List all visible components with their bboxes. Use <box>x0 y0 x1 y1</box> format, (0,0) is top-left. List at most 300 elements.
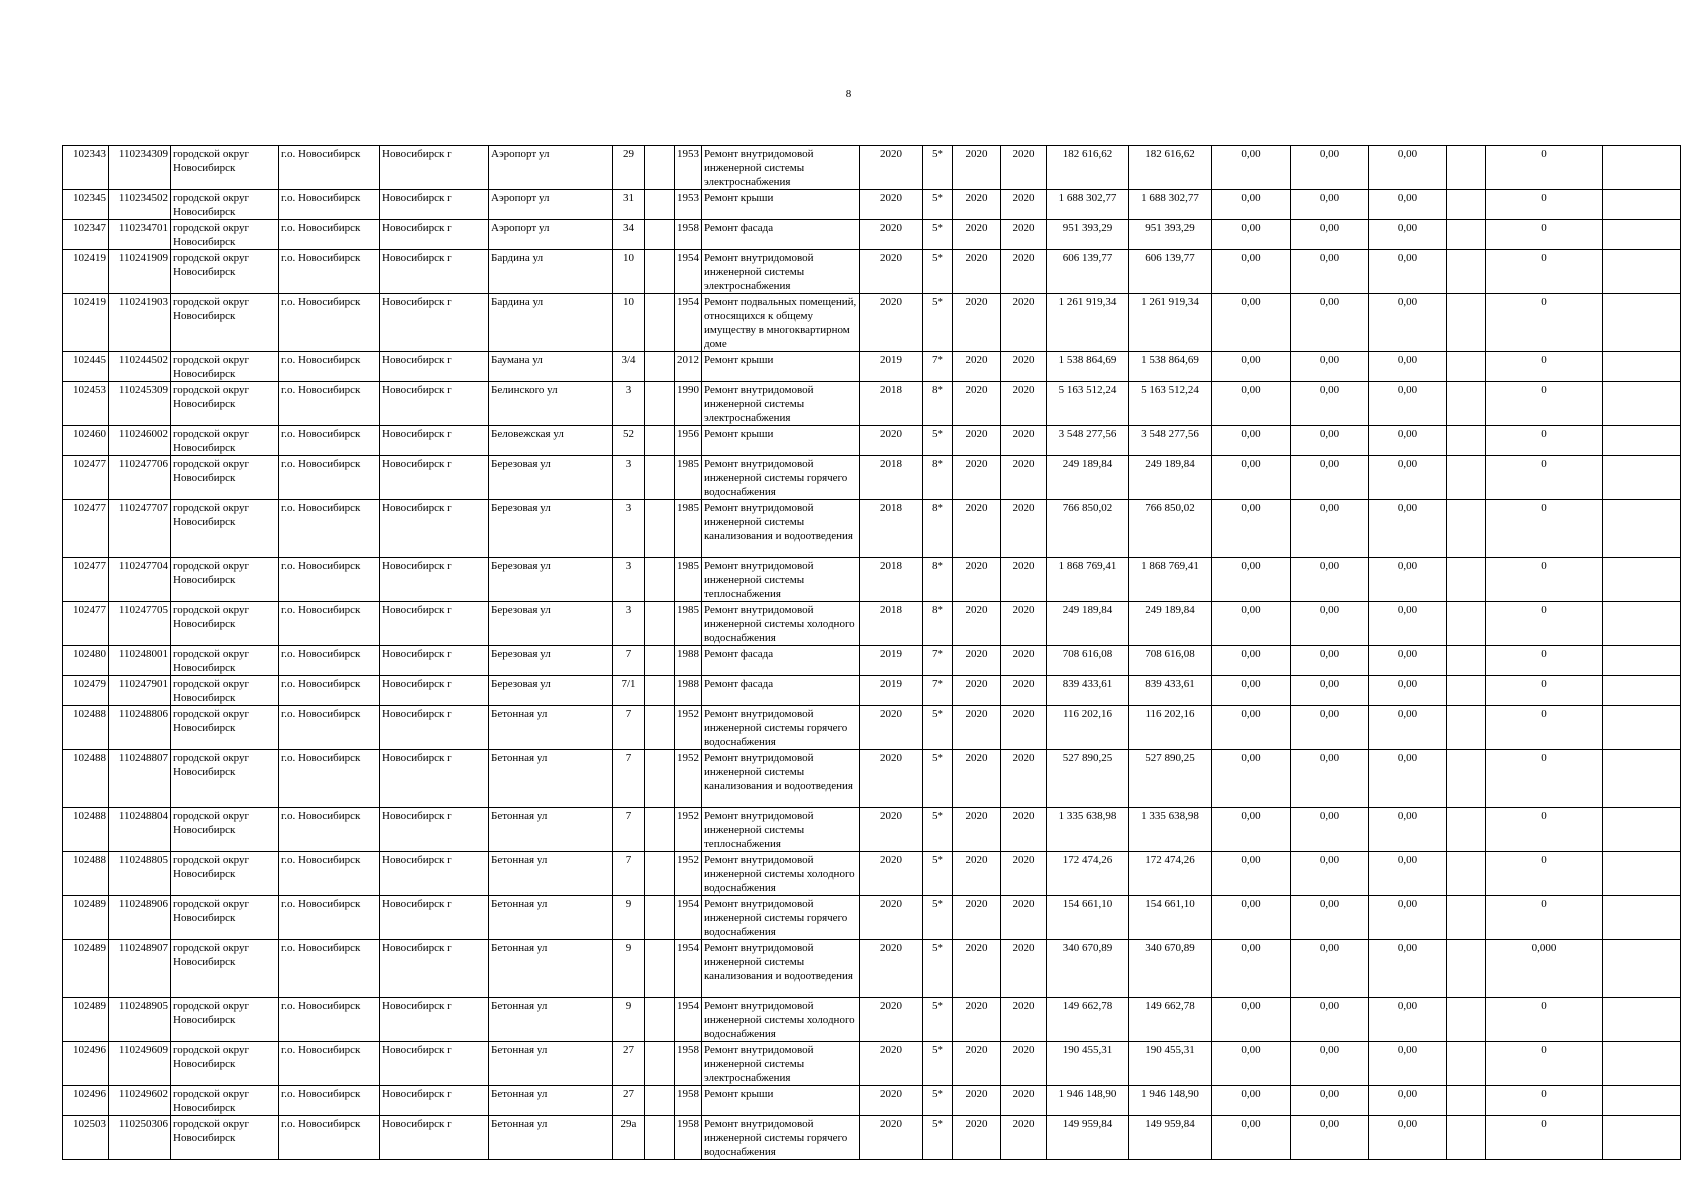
cell-code: 110248807 <box>109 750 171 808</box>
cell-id: 102488 <box>63 808 109 852</box>
cell-year-end: 2020 <box>1001 558 1047 602</box>
cell-value-3: 0,00 <box>1369 1042 1447 1086</box>
cell-value-1: 0,00 <box>1212 294 1291 352</box>
cell-house: 10 <box>613 294 645 352</box>
cell-house: 29 <box>613 146 645 190</box>
cell-id: 102477 <box>63 500 109 558</box>
cell-value-2: 0,00 <box>1291 1042 1369 1086</box>
cell-work-type: Ремонт внутридомовой инженерной системы теплоснабжения <box>702 558 860 602</box>
cell-year-built: 1952 <box>675 750 702 808</box>
cell-value-1: 0,00 <box>1212 352 1291 382</box>
cell-empty <box>1447 146 1486 190</box>
cell-value-2: 0,00 <box>1291 750 1369 808</box>
cell-code: 110248905 <box>109 998 171 1042</box>
cell-city: Новосибирск г <box>380 500 489 558</box>
cell-year-start: 2020 <box>953 998 1001 1042</box>
cell-year-planned: 2019 <box>860 646 923 676</box>
table-row <box>63 1116 1681 1160</box>
table-row <box>63 706 1681 750</box>
cell-value-3: 0,00 <box>1369 998 1447 1042</box>
cell-empty <box>1447 382 1486 426</box>
capital-repair-table <box>62 145 1681 1160</box>
cell-year-end: 2020 <box>1001 1086 1047 1116</box>
cell-empty <box>1447 1086 1486 1116</box>
cell-value-2: 0,00 <box>1291 940 1369 998</box>
cell-fund-cost: 149 662,78 <box>1129 998 1212 1042</box>
cell-work-type: Ремонт внутридомовой инженерной системы холодного водоснабжения <box>702 998 860 1042</box>
cell-building <box>645 852 675 896</box>
cell-year-start: 2020 <box>953 676 1001 706</box>
cell-empty <box>1447 676 1486 706</box>
cell-value-3: 0,00 <box>1369 646 1447 676</box>
cell-street: Баумана ул <box>489 352 613 382</box>
cell-value-1: 0,00 <box>1212 706 1291 750</box>
cell-municipality: городской округ Новосибирск <box>171 558 279 602</box>
cell-year-end: 2020 <box>1001 1116 1047 1160</box>
cell-house: 3 <box>613 602 645 646</box>
cell-value-2: 0,00 <box>1291 456 1369 500</box>
cell-fund-cost: 1 946 148,90 <box>1129 1086 1212 1116</box>
cell-blank <box>1603 190 1681 220</box>
cell-total-cost: 182 616,62 <box>1047 146 1129 190</box>
cell-total-cost: 1 261 919,34 <box>1047 294 1129 352</box>
cell-building <box>645 294 675 352</box>
cell-work-type: Ремонт внутридомовой инженерной системы электроснабжения <box>702 146 860 190</box>
cell-house: 7 <box>613 750 645 808</box>
cell-year-start: 2020 <box>953 706 1001 750</box>
cell-city: Новосибирск г <box>380 190 489 220</box>
cell-mark: 5* <box>923 220 953 250</box>
cell-value-1: 0,00 <box>1212 558 1291 602</box>
cell-value-3: 0,00 <box>1369 676 1447 706</box>
cell-work-type: Ремонт внутридомовой инженерной системы горячего водоснабжения <box>702 706 860 750</box>
cell-city: Новосибирск г <box>380 602 489 646</box>
cell-value-2: 0,00 <box>1291 808 1369 852</box>
cell-value-3: 0,00 <box>1369 706 1447 750</box>
cell-year-end: 2020 <box>1001 294 1047 352</box>
cell-code: 110248806 <box>109 706 171 750</box>
cell-year-planned: 2018 <box>860 382 923 426</box>
cell-code: 110248907 <box>109 940 171 998</box>
cell-blank <box>1603 852 1681 896</box>
cell-id: 102419 <box>63 294 109 352</box>
cell-total-cost: 839 433,61 <box>1047 676 1129 706</box>
cell-id: 102477 <box>63 558 109 602</box>
cell-blank <box>1603 250 1681 294</box>
table-row <box>63 602 1681 646</box>
table-row <box>63 940 1681 998</box>
cell-year-built: 1953 <box>675 190 702 220</box>
cell-municipality: городской округ Новосибирск <box>171 808 279 852</box>
cell-year-end: 2020 <box>1001 646 1047 676</box>
cell-house: 27 <box>613 1086 645 1116</box>
cell-municipality: городской округ Новосибирск <box>171 706 279 750</box>
cell-id: 102496 <box>63 1042 109 1086</box>
cell-blank <box>1603 676 1681 706</box>
cell-code: 110247705 <box>109 602 171 646</box>
cell-fund-cost: 1 335 638,98 <box>1129 808 1212 852</box>
cell-mark: 7* <box>923 352 953 382</box>
cell-building <box>645 646 675 676</box>
cell-value-3: 0,00 <box>1369 190 1447 220</box>
cell-mark: 5* <box>923 852 953 896</box>
cell-year-planned: 2020 <box>860 706 923 750</box>
cell-city: Новосибирск г <box>380 940 489 998</box>
cell-value-3: 0,00 <box>1369 602 1447 646</box>
cell-year-built: 2012 <box>675 352 702 382</box>
cell-settlement: г.о. Новосибирск <box>279 1086 380 1116</box>
cell-settlement: г.о. Новосибирск <box>279 706 380 750</box>
cell-year-start: 2020 <box>953 294 1001 352</box>
cell-value-1: 0,00 <box>1212 602 1291 646</box>
cell-total-cost: 249 189,84 <box>1047 456 1129 500</box>
cell-city: Новосибирск г <box>380 220 489 250</box>
cell-settlement: г.о. Новосибирск <box>279 940 380 998</box>
cell-fund-cost: 149 959,84 <box>1129 1116 1212 1160</box>
cell-house: 7/1 <box>613 676 645 706</box>
cell-settlement: г.о. Новосибирск <box>279 676 380 706</box>
cell-value-1: 0,00 <box>1212 500 1291 558</box>
cell-building <box>645 352 675 382</box>
cell-value-2: 0,00 <box>1291 676 1369 706</box>
cell-value-1: 0,00 <box>1212 1042 1291 1086</box>
cell-fund-cost: 249 189,84 <box>1129 456 1212 500</box>
cell-last: 0 <box>1486 558 1603 602</box>
cell-year-end: 2020 <box>1001 456 1047 500</box>
cell-building <box>645 940 675 998</box>
cell-street: Бетонная ул <box>489 1116 613 1160</box>
cell-year-planned: 2020 <box>860 1042 923 1086</box>
cell-building <box>645 998 675 1042</box>
cell-settlement: г.о. Новосибирск <box>279 896 380 940</box>
cell-id: 102419 <box>63 250 109 294</box>
cell-value-2: 0,00 <box>1291 352 1369 382</box>
cell-house: 10 <box>613 250 645 294</box>
cell-year-end: 2020 <box>1001 998 1047 1042</box>
cell-year-planned: 2018 <box>860 500 923 558</box>
table-row <box>63 456 1681 500</box>
cell-city: Новосибирск г <box>380 1086 489 1116</box>
cell-mark: 5* <box>923 940 953 998</box>
cell-settlement: г.о. Новосибирск <box>279 426 380 456</box>
cell-value-1: 0,00 <box>1212 808 1291 852</box>
cell-year-start: 2020 <box>953 1086 1001 1116</box>
cell-year-end: 2020 <box>1001 808 1047 852</box>
cell-house: 3/4 <box>613 352 645 382</box>
cell-value-1: 0,00 <box>1212 426 1291 456</box>
cell-year-start: 2020 <box>953 220 1001 250</box>
page-number: 8 <box>845 88 852 100</box>
cell-settlement: г.о. Новосибирск <box>279 602 380 646</box>
cell-year-end: 2020 <box>1001 250 1047 294</box>
cell-empty <box>1447 250 1486 294</box>
table-row <box>63 426 1681 456</box>
cell-fund-cost: 1 538 864,69 <box>1129 352 1212 382</box>
cell-last: 0 <box>1486 750 1603 808</box>
cell-year-built: 1958 <box>675 220 702 250</box>
cell-total-cost: 1 868 769,41 <box>1047 558 1129 602</box>
cell-total-cost: 3 548 277,56 <box>1047 426 1129 456</box>
cell-year-planned: 2020 <box>860 250 923 294</box>
cell-year-built: 1954 <box>675 294 702 352</box>
cell-empty <box>1447 1042 1486 1086</box>
cell-settlement: г.о. Новосибирск <box>279 558 380 602</box>
cell-value-1: 0,00 <box>1212 852 1291 896</box>
cell-house: 31 <box>613 190 645 220</box>
cell-street: Белинского ул <box>489 382 613 426</box>
cell-value-2: 0,00 <box>1291 706 1369 750</box>
cell-year-planned: 2019 <box>860 676 923 706</box>
cell-city: Новосибирск г <box>380 1116 489 1160</box>
cell-street: Березовая ул <box>489 500 613 558</box>
cell-year-start: 2020 <box>953 426 1001 456</box>
cell-value-2: 0,00 <box>1291 190 1369 220</box>
cell-value-3: 0,00 <box>1369 1086 1447 1116</box>
cell-blank <box>1603 896 1681 940</box>
cell-fund-cost: 708 616,08 <box>1129 646 1212 676</box>
cell-year-start: 2020 <box>953 646 1001 676</box>
cell-empty <box>1447 220 1486 250</box>
cell-fund-cost: 1 868 769,41 <box>1129 558 1212 602</box>
cell-year-start: 2020 <box>953 1042 1001 1086</box>
cell-house: 7 <box>613 852 645 896</box>
cell-work-type: Ремонт крыши <box>702 190 860 220</box>
cell-id: 102345 <box>63 190 109 220</box>
table-row <box>63 1086 1681 1116</box>
cell-work-type: Ремонт внутридомовой инженерной системы холодного водоснабжения <box>702 852 860 896</box>
table-row <box>63 1042 1681 1086</box>
cell-empty <box>1447 706 1486 750</box>
cell-total-cost: 172 474,26 <box>1047 852 1129 896</box>
cell-year-planned: 2020 <box>860 896 923 940</box>
cell-year-built: 1952 <box>675 808 702 852</box>
cell-year-start: 2020 <box>953 352 1001 382</box>
cell-blank <box>1603 426 1681 456</box>
cell-building <box>645 190 675 220</box>
cell-house: 3 <box>613 456 645 500</box>
cell-last: 0 <box>1486 220 1603 250</box>
cell-code: 110248001 <box>109 646 171 676</box>
cell-city: Новосибирск г <box>380 250 489 294</box>
cell-value-3: 0,00 <box>1369 294 1447 352</box>
cell-value-1: 0,00 <box>1212 750 1291 808</box>
cell-last: 0 <box>1486 706 1603 750</box>
cell-value-1: 0,00 <box>1212 250 1291 294</box>
cell-total-cost: 340 670,89 <box>1047 940 1129 998</box>
cell-year-start: 2020 <box>953 940 1001 998</box>
cell-blank <box>1603 558 1681 602</box>
cell-code: 110245309 <box>109 382 171 426</box>
cell-work-type: Ремонт внутридомовой инженерной системы горячего водоснабжения <box>702 456 860 500</box>
cell-blank <box>1603 1116 1681 1160</box>
cell-mark: 5* <box>923 750 953 808</box>
cell-year-built: 1954 <box>675 250 702 294</box>
cell-street: Бетонная ул <box>489 750 613 808</box>
table-row <box>63 250 1681 294</box>
cell-fund-cost: 1 261 919,34 <box>1129 294 1212 352</box>
cell-year-start: 2020 <box>953 808 1001 852</box>
table-row <box>63 382 1681 426</box>
cell-last: 0 <box>1486 190 1603 220</box>
cell-building <box>645 382 675 426</box>
cell-year-built: 1952 <box>675 852 702 896</box>
cell-code: 110248805 <box>109 852 171 896</box>
cell-fund-cost: 116 202,16 <box>1129 706 1212 750</box>
cell-total-cost: 116 202,16 <box>1047 706 1129 750</box>
cell-settlement: г.о. Новосибирск <box>279 382 380 426</box>
cell-work-type: Ремонт внутридомовой инженерной системы канализования и водоотведения <box>702 750 860 808</box>
cell-total-cost: 1 946 148,90 <box>1047 1086 1129 1116</box>
cell-year-end: 2020 <box>1001 676 1047 706</box>
cell-year-end: 2020 <box>1001 750 1047 808</box>
cell-municipality: городской округ Новосибирск <box>171 426 279 456</box>
cell-year-planned: 2018 <box>860 558 923 602</box>
cell-municipality: городской округ Новосибирск <box>171 294 279 352</box>
cell-empty <box>1447 294 1486 352</box>
table-row <box>63 220 1681 250</box>
cell-year-built: 1954 <box>675 896 702 940</box>
cell-value-3: 0,00 <box>1369 1116 1447 1160</box>
cell-street: Бардина ул <box>489 250 613 294</box>
cell-work-type: Ремонт подвальных помещений, относящихся к общему имуществу в многоквартирном доме <box>702 294 860 352</box>
cell-settlement: г.о. Новосибирск <box>279 646 380 676</box>
cell-empty <box>1447 558 1486 602</box>
cell-code: 110247706 <box>109 456 171 500</box>
cell-year-end: 2020 <box>1001 1042 1047 1086</box>
cell-street: Бетонная ул <box>489 940 613 998</box>
cell-year-start: 2020 <box>953 896 1001 940</box>
cell-building <box>645 1116 675 1160</box>
cell-settlement: г.о. Новосибирск <box>279 220 380 250</box>
cell-fund-cost: 172 474,26 <box>1129 852 1212 896</box>
cell-settlement: г.о. Новосибирск <box>279 852 380 896</box>
cell-value-3: 0,00 <box>1369 146 1447 190</box>
cell-year-planned: 2020 <box>860 1086 923 1116</box>
cell-work-type: Ремонт внутридомовой инженерной системы канализования и водоотведения <box>702 500 860 558</box>
cell-mark: 5* <box>923 706 953 750</box>
cell-value-3: 0,00 <box>1369 382 1447 426</box>
cell-id: 102477 <box>63 456 109 500</box>
cell-value-1: 0,00 <box>1212 940 1291 998</box>
cell-total-cost: 1 335 638,98 <box>1047 808 1129 852</box>
cell-value-3: 0,00 <box>1369 352 1447 382</box>
cell-settlement: г.о. Новосибирск <box>279 1042 380 1086</box>
cell-blank <box>1603 706 1681 750</box>
cell-work-type: Ремонт крыши <box>702 352 860 382</box>
cell-id: 102489 <box>63 896 109 940</box>
cell-total-cost: 149 959,84 <box>1047 1116 1129 1160</box>
cell-year-built: 1985 <box>675 602 702 646</box>
cell-work-type: Ремонт фасада <box>702 676 860 706</box>
cell-fund-cost: 190 455,31 <box>1129 1042 1212 1086</box>
cell-municipality: городской округ Новосибирск <box>171 1042 279 1086</box>
table-row <box>63 896 1681 940</box>
cell-year-end: 2020 <box>1001 706 1047 750</box>
cell-value-2: 0,00 <box>1291 500 1369 558</box>
cell-year-planned: 2018 <box>860 602 923 646</box>
cell-value-2: 0,00 <box>1291 250 1369 294</box>
cell-settlement: г.о. Новосибирск <box>279 190 380 220</box>
cell-fund-cost: 839 433,61 <box>1129 676 1212 706</box>
cell-house: 3 <box>613 558 645 602</box>
cell-year-end: 2020 <box>1001 352 1047 382</box>
cell-value-2: 0,00 <box>1291 1086 1369 1116</box>
cell-empty <box>1447 940 1486 998</box>
table-row <box>63 998 1681 1042</box>
table-row <box>63 808 1681 852</box>
cell-work-type: Ремонт крыши <box>702 1086 860 1116</box>
cell-empty <box>1447 500 1486 558</box>
cell-building <box>645 706 675 750</box>
cell-year-end: 2020 <box>1001 190 1047 220</box>
cell-street: Аэропорт ул <box>489 190 613 220</box>
cell-total-cost: 149 662,78 <box>1047 998 1129 1042</box>
cell-code: 110247901 <box>109 676 171 706</box>
cell-house: 9 <box>613 940 645 998</box>
cell-mark: 8* <box>923 500 953 558</box>
cell-fund-cost: 340 670,89 <box>1129 940 1212 998</box>
cell-mark: 7* <box>923 676 953 706</box>
cell-house: 3 <box>613 500 645 558</box>
cell-year-built: 1985 <box>675 558 702 602</box>
cell-street: Бетонная ул <box>489 706 613 750</box>
cell-house: 3 <box>613 382 645 426</box>
cell-year-planned: 2020 <box>860 220 923 250</box>
cell-id: 102343 <box>63 146 109 190</box>
cell-value-1: 0,00 <box>1212 896 1291 940</box>
cell-municipality: городской округ Новосибирск <box>171 852 279 896</box>
cell-street: Бетонная ул <box>489 998 613 1042</box>
cell-work-type: Ремонт фасада <box>702 220 860 250</box>
cell-year-built: 1954 <box>675 998 702 1042</box>
cell-last: 0 <box>1486 602 1603 646</box>
cell-id: 102445 <box>63 352 109 382</box>
cell-id: 102488 <box>63 706 109 750</box>
cell-value-2: 0,00 <box>1291 896 1369 940</box>
cell-blank <box>1603 1086 1681 1116</box>
cell-value-1: 0,00 <box>1212 1116 1291 1160</box>
cell-municipality: городской округ Новосибирск <box>171 250 279 294</box>
cell-last: 0,000 <box>1486 940 1603 998</box>
cell-value-2: 0,00 <box>1291 426 1369 456</box>
cell-blank <box>1603 456 1681 500</box>
cell-empty <box>1447 602 1486 646</box>
cell-building <box>645 1086 675 1116</box>
cell-value-3: 0,00 <box>1369 426 1447 456</box>
cell-year-built: 1958 <box>675 1116 702 1160</box>
cell-blank <box>1603 146 1681 190</box>
cell-settlement: г.о. Новосибирск <box>279 294 380 352</box>
cell-year-end: 2020 <box>1001 146 1047 190</box>
cell-settlement: г.о. Новосибирск <box>279 998 380 1042</box>
cell-year-start: 2020 <box>953 500 1001 558</box>
cell-total-cost: 708 616,08 <box>1047 646 1129 676</box>
cell-settlement: г.о. Новосибирск <box>279 352 380 382</box>
cell-total-cost: 5 163 512,24 <box>1047 382 1129 426</box>
cell-mark: 5* <box>923 1116 953 1160</box>
cell-total-cost: 1 688 302,77 <box>1047 190 1129 220</box>
cell-year-planned: 2020 <box>860 808 923 852</box>
cell-year-end: 2020 <box>1001 426 1047 456</box>
cell-house: 52 <box>613 426 645 456</box>
cell-fund-cost: 249 189,84 <box>1129 602 1212 646</box>
cell-work-type: Ремонт внутридомовой инженерной системы электроснабжения <box>702 250 860 294</box>
cell-city: Новосибирск г <box>380 852 489 896</box>
cell-year-built: 1956 <box>675 426 702 456</box>
cell-id: 102480 <box>63 646 109 676</box>
cell-blank <box>1603 940 1681 998</box>
table-row <box>63 852 1681 896</box>
